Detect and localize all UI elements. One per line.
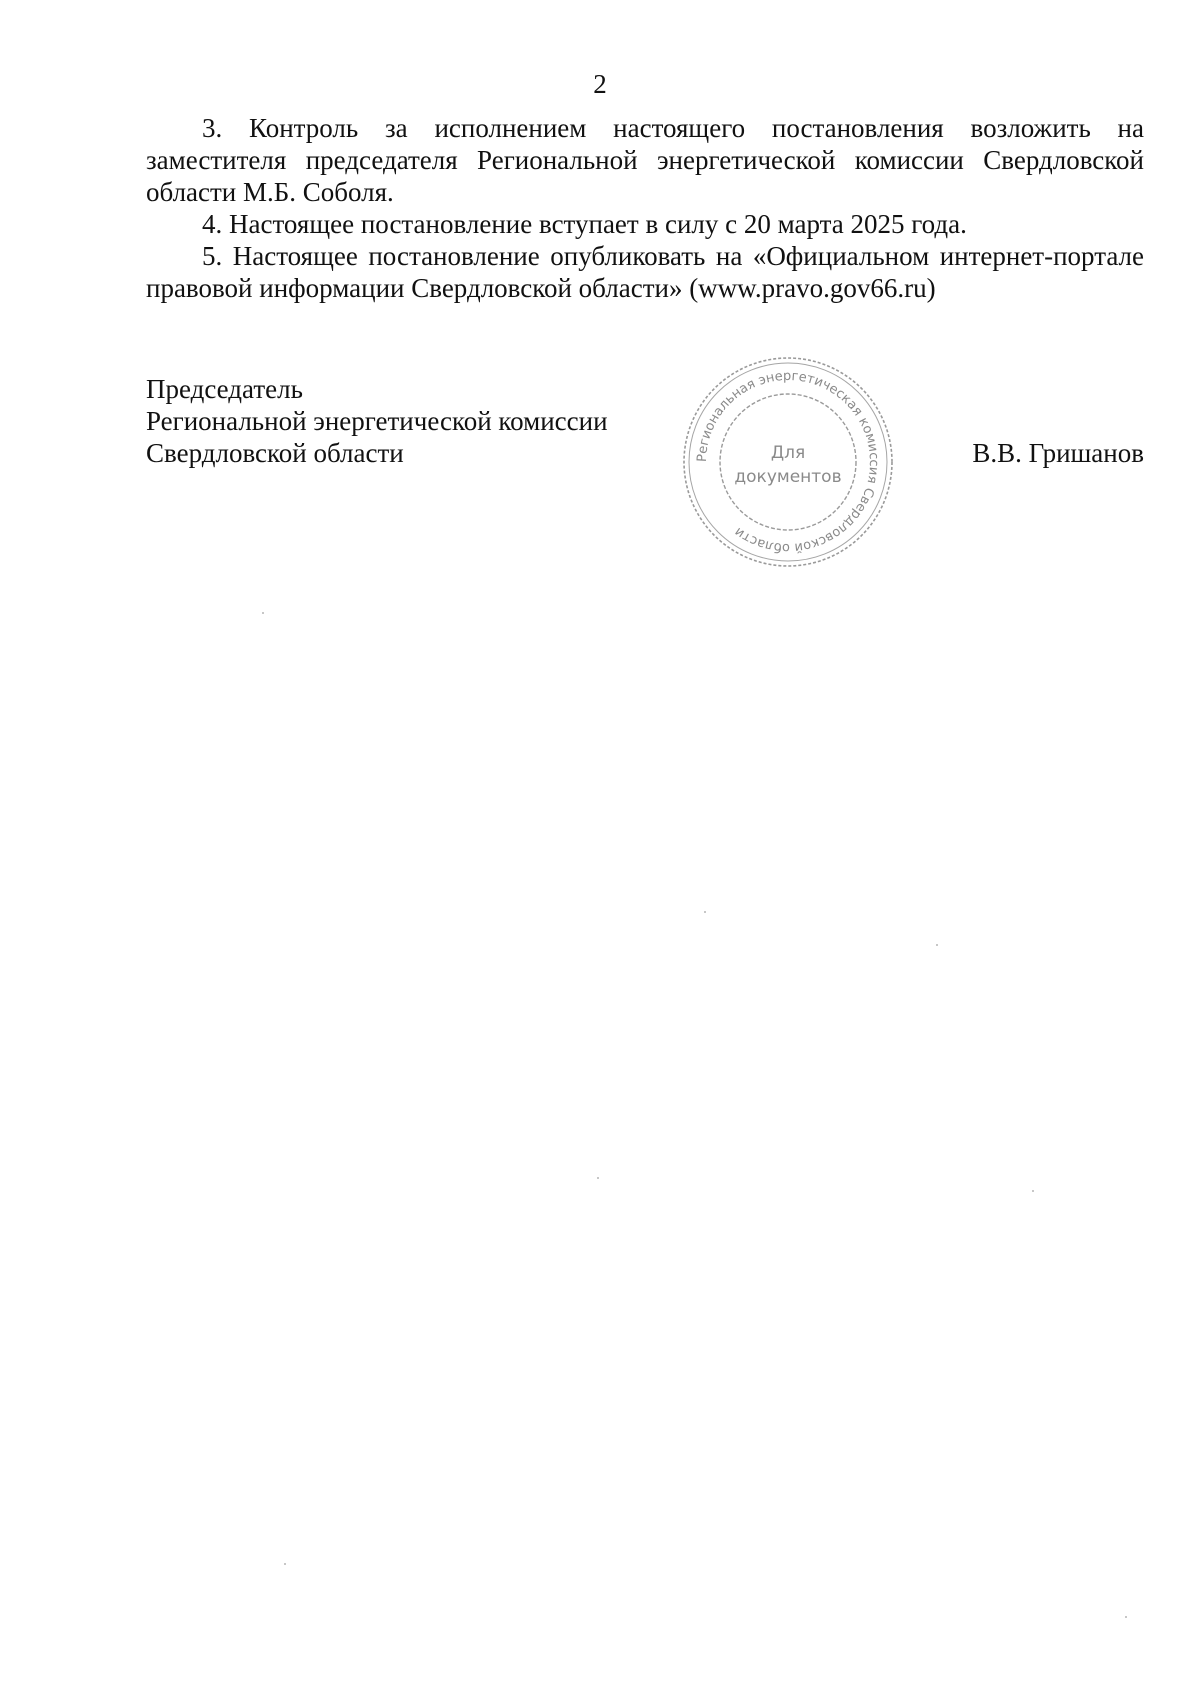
scan-speck [284,1563,286,1565]
official-seal-stamp [678,352,898,572]
page-number: 2 [593,69,607,99]
signatory-position-line: Председатель [146,374,303,404]
paragraph-5: 5. Настоящее постановление опубликовать на «Официальном интернет-портале правовой информации Свердловской области» (www.pravo.gov66.ru) [146,241,1144,303]
seal-graphic [678,352,898,572]
seal-center-line-2: документов [734,467,842,487]
paragraph-4: 4. Настоящее постановление вступает в силу с 20 марта 2025 года. [202,209,967,239]
scan-speck [262,612,264,614]
scan-speck [704,911,706,913]
document-body [146,112,1144,304]
scan-speck [1125,1616,1127,1618]
seal-ring-text: Региональная энергетическая комиссия Свердловской области [694,368,882,556]
paragraph-3: 3. Контроль за исполнением настоящего постановления возложить на заместителя председателя Региональной энергетической комиссии Свердловской области М.Б. Соболя. [146,113,1144,207]
signatory-position-line: Свердловской области [146,438,404,468]
seal-center-line-1: Для [770,443,806,463]
signatory-name: В.В. Гришанов [972,438,1144,468]
scan-speck [597,1177,599,1179]
signatory-position [146,373,608,469]
scan-speck [936,944,938,946]
signatory-position-line: Региональной энергетической комиссии [146,406,608,436]
scan-speck [1032,1190,1034,1192]
